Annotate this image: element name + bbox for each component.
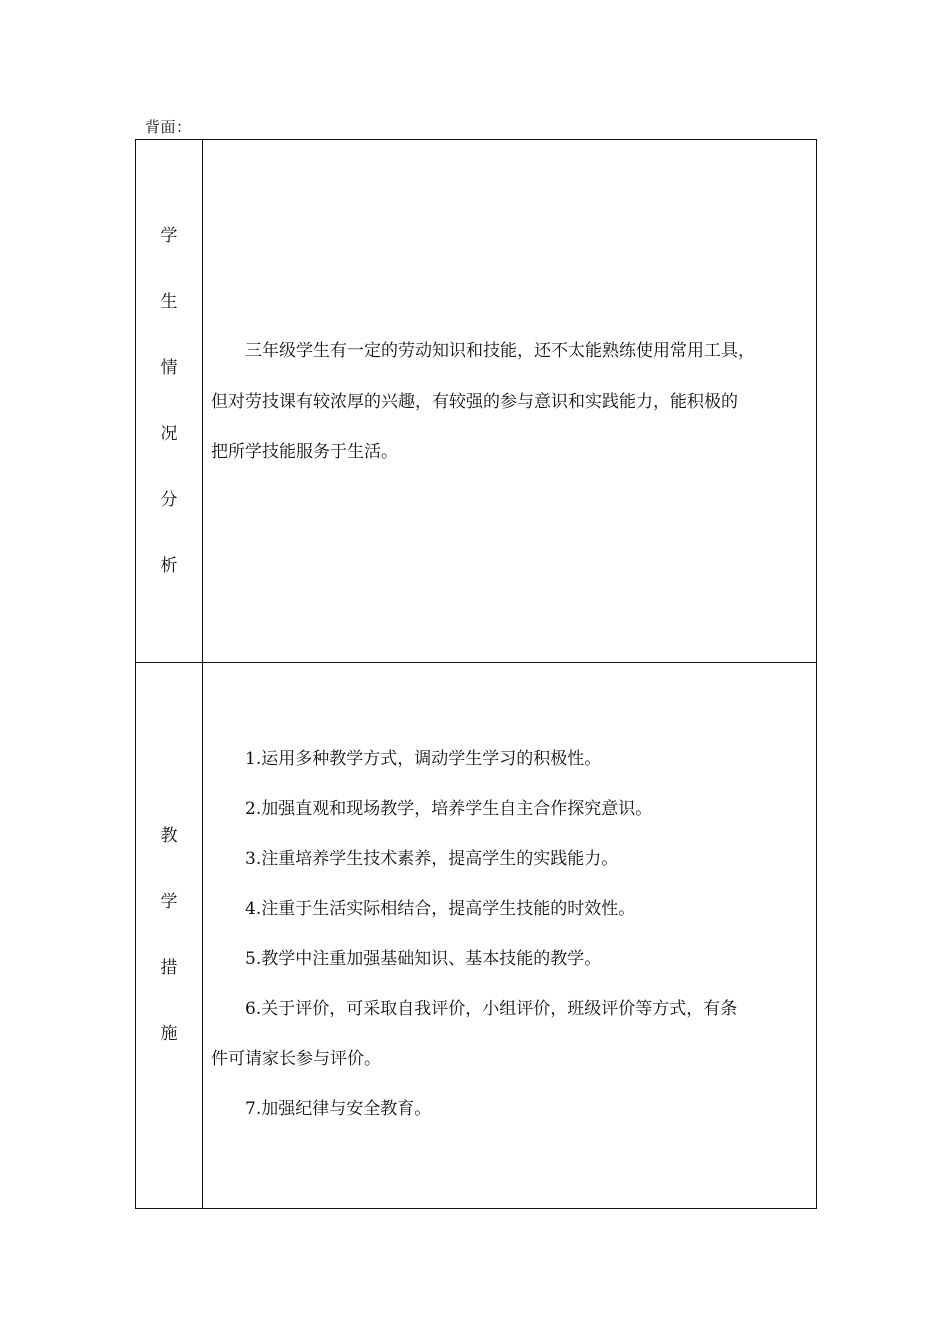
row-label-char: 施 <box>160 1024 178 1044</box>
teaching-measures-content-cell <box>203 663 816 1208</box>
measure-item: 3.注重培养学生技术素养，提高学生的实践能力。 <box>211 849 619 869</box>
student-analysis-content-cell <box>203 140 816 662</box>
measure-item: 7.加强纪律与安全教育。 <box>211 1099 432 1119</box>
analysis-text-line: 把所学技能服务于生活。 <box>211 442 398 462</box>
row-label-char: 教 <box>160 826 178 846</box>
measure-item: 1.运用多种教学方式，调动学生学习的积极性。 <box>211 749 602 769</box>
form-table <box>135 139 817 1209</box>
analysis-text-line: 三年级学生有一定的劳动知识和技能，还不太能熟练使用常用工具， <box>211 341 755 361</box>
measure-item: 4.注重于生活实际相结合，提高学生技能的时效性。 <box>211 899 636 919</box>
measure-item: 5.教学中注重加强基础知识、基本技能的教学。 <box>211 949 602 969</box>
row-label-char: 况 <box>160 424 178 444</box>
student-analysis-label-cell <box>136 140 203 662</box>
measure-item-continuation: 件可请家长参与评价。 <box>211 1049 381 1069</box>
measure-item: 6.关于评价，可采取自我评价，小组评价，班级评价等方式，有条 <box>211 999 738 1019</box>
row-label-char: 情 <box>160 358 178 378</box>
teaching-measures-row <box>136 663 816 1208</box>
measure-item: 2.加强直观和现场教学，培养学生自主合作探究意识。 <box>211 799 653 819</box>
row-label-char: 分 <box>160 490 178 510</box>
row-label-char: 学 <box>160 226 178 246</box>
row-label-char: 析 <box>160 556 178 576</box>
page-label: 背面： <box>145 118 192 136</box>
student-analysis-row <box>136 140 816 663</box>
row-label-char: 生 <box>160 292 178 312</box>
analysis-text-line: 但对劳技课有较浓厚的兴趣，有较强的参与意识和实践能力，能积极的 <box>211 392 738 412</box>
row-label-char: 措 <box>160 958 178 978</box>
teaching-measures-label-cell <box>136 663 203 1208</box>
row-label-char: 学 <box>160 892 178 912</box>
